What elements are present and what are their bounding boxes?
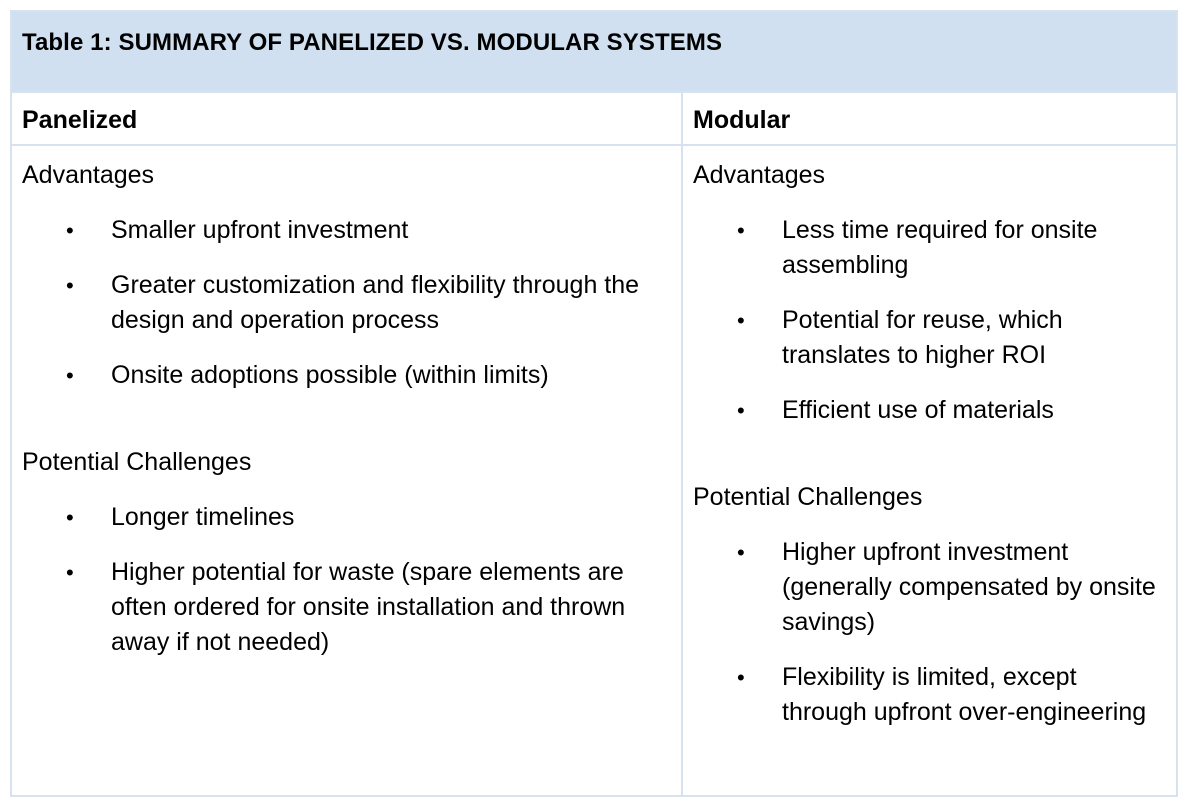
column-header-panelized: Panelized (12, 93, 683, 144)
list-item (22, 358, 671, 393)
bullet-icon: • (66, 363, 74, 388)
panelized-cell (12, 146, 683, 795)
bullet-icon: • (737, 540, 745, 565)
modular-advantages-heading: Advantages (693, 161, 826, 189)
bullet-icon: • (66, 273, 74, 298)
list-item (22, 500, 671, 535)
bullet-icon: • (737, 665, 745, 690)
modular-challenges-heading: Potential Challenges (693, 483, 923, 511)
list-item-text: Longer timelines (111, 503, 295, 531)
list-item-text: Efficient use of materials (782, 396, 1054, 424)
table-title: Table 1: SUMMARY OF PANELIZED VS. MODULAR SYSTEMS (22, 29, 723, 56)
list-item (22, 555, 671, 660)
bullet-icon: • (737, 398, 745, 423)
panelized-advantages-list (22, 213, 671, 393)
column-header-modular: Modular (693, 106, 791, 134)
summary-table (10, 10, 1178, 797)
list-item-text: Flexibility is limited, except through upfront over-engineering (782, 663, 1147, 726)
bullet-icon: • (66, 560, 74, 585)
panelized-challenges-heading: Potential Challenges (22, 448, 252, 476)
list-item-text: Onsite adoptions possible (within limits) (111, 361, 549, 389)
list-item (693, 660, 1166, 730)
modular-advantages-list (693, 213, 1166, 428)
modular-challenges-list (693, 535, 1166, 730)
list-item (22, 213, 671, 248)
list-item-text: Less time required for onsite assembling (782, 216, 1098, 279)
list-item (22, 268, 671, 338)
bullet-icon: • (66, 218, 74, 243)
bullet-icon: • (66, 505, 74, 530)
list-item (693, 213, 1166, 283)
list-item-text: Greater customization and flexibility through the design and operation process (111, 271, 640, 334)
table-title-bar (12, 12, 1176, 93)
bullet-icon: • (737, 218, 745, 243)
list-item (693, 535, 1166, 640)
list-item-text: Potential for reuse, which translates to higher ROI (782, 306, 1063, 369)
list-item-text: Smaller upfront investment (111, 216, 409, 244)
list-item (693, 393, 1166, 428)
panelized-advantages-heading: Advantages (22, 161, 155, 189)
panelized-challenges-list (22, 500, 671, 660)
bullet-icon: • (737, 308, 745, 333)
table-body-row (12, 146, 1176, 795)
list-item-text: Higher potential for waste (spare elements are often ordered for onsite installation and thrown away if not needed) (111, 558, 626, 656)
modular-cell (683, 146, 1176, 795)
table-header-row (12, 93, 1176, 146)
list-item-text: Higher upfront investment (generally compensated by onsite savings) (782, 538, 1156, 636)
list-item (693, 303, 1166, 373)
